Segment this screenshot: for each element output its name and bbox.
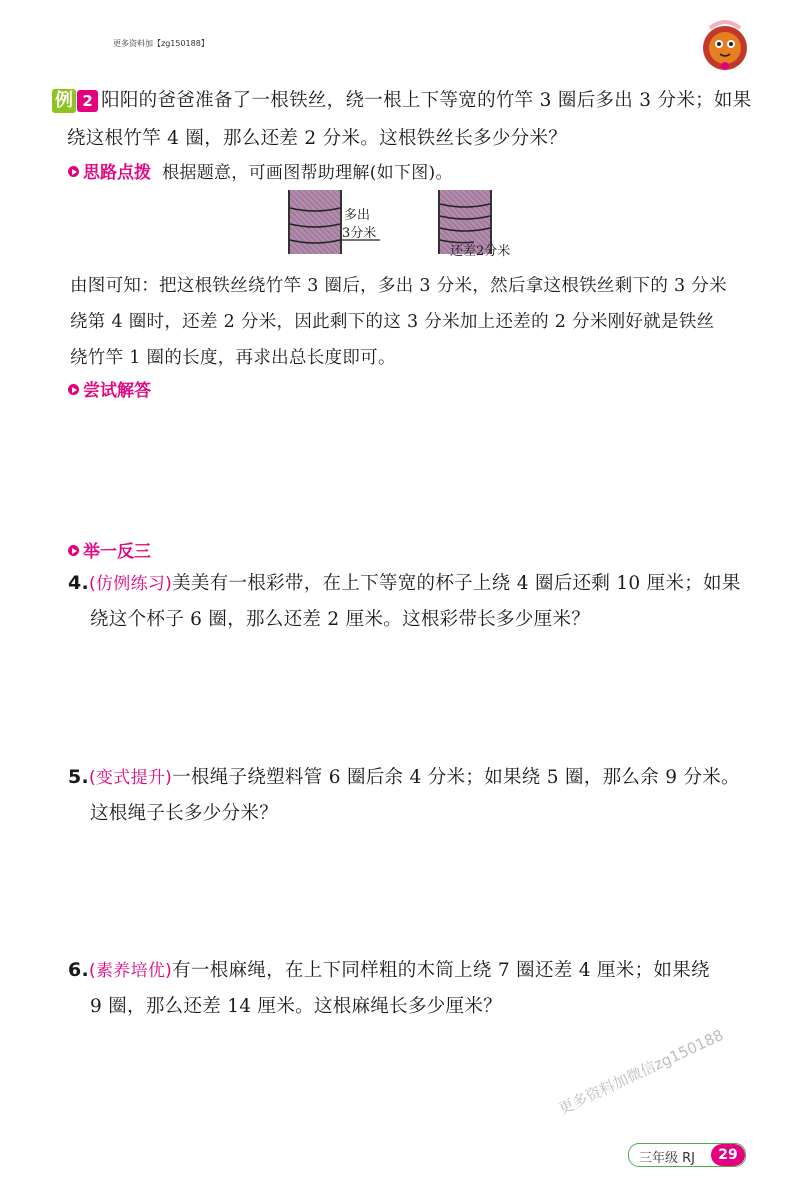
question-5-line-1 — [68, 763, 740, 789]
question-5-number: 5. — [68, 766, 90, 788]
hint-heading: 思路点拨 — [68, 163, 151, 183]
example-number-badge: 2 — [77, 90, 98, 112]
hint-para-2: 绕第 4 圈时，还差 2 分米，因此剩下的这 3 分米加上还差的 2 分米刚好就是铁丝 — [70, 312, 715, 332]
hint-para-3: 绕竹竿 1 圈的长度，再求出总长度即可。 — [70, 348, 396, 368]
question-4-line-1 — [68, 569, 741, 595]
mascot-icon — [690, 10, 760, 80]
question-5-text-2: 这根绳子长多少分米？ — [90, 803, 279, 824]
question-4-tag: (仿例练习) — [89, 574, 173, 594]
figure — [288, 190, 528, 260]
example-text-2: 绕这根竹竿 4 圈，那么还差 2 分米。这根铁丝长多少分米？ — [67, 128, 568, 149]
example-line-1 — [52, 86, 752, 113]
question-4-number: 4. — [68, 572, 90, 594]
figure-right-label: 还差2分米 — [450, 244, 511, 259]
play-icon — [68, 545, 79, 556]
question-6-line-1 — [68, 956, 710, 982]
question-4-text-2: 绕这个杯子 6 圈，那么还差 2 厘米。这根彩带长多少厘米？ — [90, 609, 591, 630]
practice-heading: 举一反三 — [68, 537, 151, 562]
hint-heading-row — [68, 158, 453, 183]
page-number: 29 — [711, 1144, 745, 1166]
footer-grade: 三年级 RJ — [639, 1151, 695, 1166]
example-text-1: 阳阳的爸爸准备了一根铁丝，绕一根上下等宽的竹竿 3 圈后多出 3 分米；如果 — [101, 90, 752, 111]
question-6-text-2: 9 圈，那么还差 14 厘米。这根麻绳长多少厘米？ — [90, 996, 502, 1017]
question-6-number: 6. — [68, 959, 90, 981]
question-5-text-1: 一根绳子绕塑料管 6 圈后余 4 分米；如果绕 5 圈，那么余 9 分米。 — [172, 767, 740, 788]
top-note: 更多资料加【zg150188】 — [113, 39, 209, 48]
hint-para-1: 由图可知：把这根铁丝绕竹竿 3 圈后，多出 3 分米，然后拿这根铁丝剩下的 3 分米 — [70, 276, 727, 296]
question-6-tag: (素养培优) — [89, 961, 173, 981]
play-icon — [68, 384, 79, 395]
try-heading: 尝试解答 — [68, 376, 151, 401]
figure-left-label-1: 多出 — [344, 208, 371, 223]
question-4-text-1: 美美有一根彩带，在上下等宽的杯子上绕 4 圈后还剩 10 厘米；如果 — [172, 573, 741, 594]
question-6-text-1: 有一根麻绳，在上下同样粗的木筒上绕 7 圈还差 4 厘米；如果绕 — [172, 960, 710, 981]
footer-badge — [628, 1143, 746, 1167]
play-icon — [68, 166, 79, 177]
example-badge: 例 — [52, 89, 76, 113]
question-5-tag: (变式提升) — [89, 768, 173, 788]
hint-intro: 根据题意，可画图帮助理解(如下图)。 — [162, 163, 453, 183]
figure-left-label-2: 3分米 — [342, 226, 377, 241]
watermark: 更多资料加微信zg150188 — [555, 1025, 727, 1119]
